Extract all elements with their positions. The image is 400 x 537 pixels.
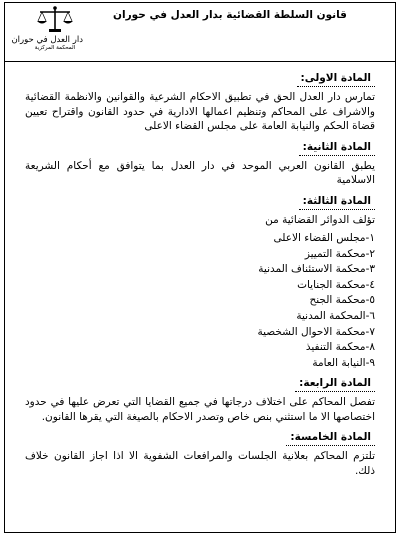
list-item: ١-مجلس القضاء الاعلى xyxy=(273,232,375,244)
list-item: ٨-محكمة التنفيذ xyxy=(305,341,375,354)
list-item: ٢-محكمة التمييز xyxy=(304,247,375,260)
article-1-heading: المادة الاولى: xyxy=(297,71,375,87)
courts-list xyxy=(25,231,375,371)
list-item: ٦-المحكمة المدنية xyxy=(296,309,375,322)
article-5-text: تلتزم المحاكم بعلانية الجلسات والمرافعات الشفوية الا اذا اجاز القانون خلاف ذلك. xyxy=(25,450,375,477)
article-3-heading: المادة الثالثة: xyxy=(299,194,375,210)
article-3-intro: تؤلف الدوائر القضائية من xyxy=(265,213,375,226)
article-5-heading: المادة الخامسة: xyxy=(286,430,375,446)
article-1-text: تمارس دار العدل الحق في تطبيق الاحكام الشرعية والقوانين والانظمة القضائية والاشراف على المحاكم وتنظيم اعمالها الادارية في حدود القانون واقتراح تعيين قضاة الحكم والنيابة العامة على مجلس القضاء الاعلى xyxy=(25,91,375,132)
article-2-text: يطبق القانون العربي الموحد في دار العدل بما يتوافق مع أحكام الشريعة الاسلامية xyxy=(25,159,375,186)
article-4-text: تفصل المحاكم على اختلاف درجاتها في جميع القضايا التي تعرض عليها في حدود اختصاصها الا ما استثني بنص خاص وتصدر الاحكام بالصيغة التي يقرها القانون. xyxy=(25,396,375,423)
list-item: ٤-محكمة الجنايات xyxy=(297,278,375,291)
logo-subtitle: المحكمة المركزية xyxy=(34,45,76,51)
article-4-heading: المادة الرابعة: xyxy=(295,376,375,392)
logo-name: دار العدل في حوران xyxy=(11,35,83,45)
list-item: ٣-محكمة الاستئناف المدنية xyxy=(258,263,375,276)
list-item: ٧-محكمة الاحوال الشخصية xyxy=(257,325,375,338)
list-item: ٩-النيابة العامة xyxy=(312,356,375,369)
document-page xyxy=(4,2,396,533)
document-title: قانون السلطة القضائية بدار العدل في حوران xyxy=(113,9,347,21)
list-item: ٥-محكمة الجنح xyxy=(309,294,375,307)
page-header xyxy=(5,3,395,62)
document-body xyxy=(5,62,395,478)
article-2-heading: المادة الثانية: xyxy=(299,140,375,156)
